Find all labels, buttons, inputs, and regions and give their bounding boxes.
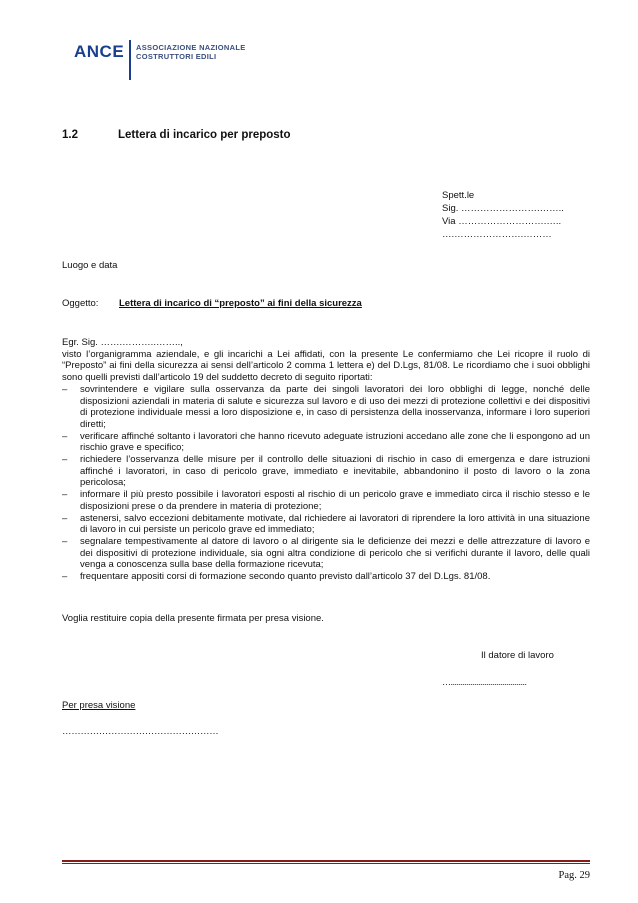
intro-paragraph: visto l’organigramma aziendale, e gli incarichi a Lei affidati, con la presente Le confermiamo che Lei ricopre il ruolo di “Preposto” ai fini della sicurezza ai sensi dell’articolo 2 comma 1 lettera e) del D.Lgs, 81/08. Le ricordiamo che i suoi obblighi sono quelli previsti dall’articolo 19 del suddetto decreto di seguito riportati:: [62, 348, 590, 384]
dash-bullet: –: [62, 512, 68, 524]
obligations-list: [62, 384, 590, 583]
subject-line: [62, 298, 362, 309]
addressee-salutation: Spett.le: [442, 190, 475, 201]
addressee-name: Sig. …………………….……..: [442, 203, 564, 214]
addressee-street: Via ……………………….…..: [442, 216, 562, 227]
list-item: – verificare affinché soltanto i lavoratori che hanno ricevuto adeguate istruzioni accedano alle zone che li espongono ad un rischio grave e specifico;: [62, 430, 590, 454]
section-title: [62, 129, 291, 141]
acknowledgement-label: Per presa visione: [62, 700, 136, 711]
salutation: Egr. Sig. …….………..……..,: [62, 337, 183, 348]
list-item: – frequentare appositi corsi di formazione secondo quanto previsto dall’articolo 37 del D.Lgs. 81/08.: [62, 571, 491, 583]
place-and-date: Luogo e data: [62, 260, 118, 271]
employer-label: Il datore di lavoro: [481, 650, 554, 661]
dash-bullet: –: [62, 535, 68, 547]
dash-bullet: –: [62, 489, 68, 501]
list-item: – astenersi, salvo eccezioni debitamente motivate, dal richiedere ai lavoratori di riprendere la loro attività in una situazione di lavoro in cui persiste un pericolo grave ed immediato;: [62, 512, 590, 536]
dash-bullet: –: [62, 430, 68, 442]
list-item: – informare il più presto possibile i lavoratori esposti al rischio di un pericolo grave e immediato circa il rischio stesso e le disposizioni prese o da prendere in materia di protezione;: [62, 489, 590, 512]
dash-bullet: –: [62, 383, 68, 395]
acknowledgement-signature-line: ……………………………………………: [62, 726, 219, 737]
list-item: – sovrintendere e vigilare sulla osservanza da parte dei singoli lavoratori dei loro obblighi di legge, nonché delle disposizioni aziendali in materia di salute e sicurezza sul lavoro e di uso dei mezzi di protezione collettivi e dei dispositivi di protezione individuale messi a loro disposizione e, in caso di persistenza della inosservanza, informare i loro superiori diretti;: [62, 383, 590, 430]
letter-body: [62, 337, 590, 583]
subject-value: Lettera di incarico di “preposto” ai fini della sicurezza: [119, 298, 362, 309]
footer-rule-thin: [62, 863, 590, 864]
closing-sentence: Voglia restituire copia della presente firmata per presa visione.: [62, 613, 324, 624]
dash-bullet: –: [62, 571, 68, 583]
section-heading: Lettera di incarico per preposto: [118, 129, 291, 141]
section-number: 1.2: [62, 129, 78, 141]
list-item: – richiedere l’osservanza delle misure per il controllo delle situazioni di rischio in caso di emergenza e dare istruzioni affinché i lavoratori, in caso di pericolo grave, immediato e inevitabile, abbandonino il posto di lavoro o la zona pericolosa;: [62, 454, 590, 489]
addressee-city: ….………………….………: [442, 229, 552, 240]
addressee-block: [442, 189, 564, 241]
list-item: – segnalare tempestivamente al datore di lavoro o al dirigente sia le deficienze dei mezzi e delle attrezzature di lavoro e dei dispositivi di protezione individuale, sia ogni altra condizione di pericolo che si verifichi durante il lavoro, delle quali venga a conoscenza sulla base della formazione ricevuta;: [62, 535, 590, 571]
page-number: Pag. 29: [558, 870, 590, 881]
logo-divider: [129, 40, 131, 80]
footer-rule: [62, 860, 590, 862]
logo-subtitle: ASSOCIAZIONE NAZIONALE COSTRUTTORI EDILI: [136, 43, 246, 61]
dash-bullet: –: [62, 454, 68, 466]
logo-text: ANCE: [74, 42, 125, 61]
employer-signature-line: …......................................: [442, 677, 527, 687]
subject-label: Oggetto:: [62, 298, 99, 309]
